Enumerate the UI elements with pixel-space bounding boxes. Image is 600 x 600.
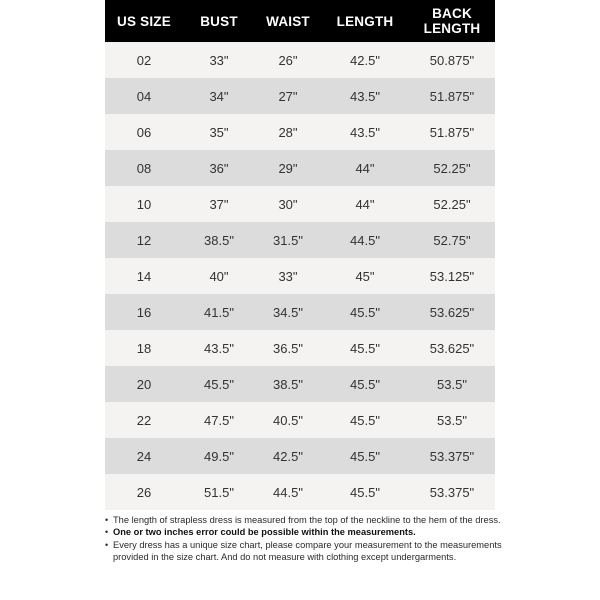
cell-bust: 41.5" (204, 304, 234, 320)
header-row (105, 0, 495, 42)
cell-us-size: 26 (136, 484, 152, 500)
cell-bust: 47.5" (204, 412, 234, 428)
cell-back-length: 52.25" (433, 196, 471, 212)
cell-waist: 29" (278, 160, 298, 176)
cell-waist: 36.5" (273, 340, 303, 356)
cell-waist: 28" (278, 124, 298, 140)
table-row (105, 402, 495, 438)
note-item (105, 514, 503, 526)
header-back-length (409, 0, 495, 42)
table-row (105, 438, 495, 474)
cell-us-size: 14 (136, 268, 152, 284)
cell-bust: 36" (209, 160, 229, 176)
cell-bust: 38.5" (204, 232, 234, 248)
table-row (105, 258, 495, 294)
cell-us-size: 10 (136, 196, 152, 212)
cell-waist: 30" (278, 196, 298, 212)
cell-bust: 51.5" (204, 484, 234, 500)
table-body (105, 42, 495, 510)
cell-back-length: 53.375" (429, 448, 475, 464)
table-row (105, 150, 495, 186)
cell-back-length: 51.875" (429, 124, 475, 140)
cell-waist: 31.5" (273, 232, 303, 248)
cell-waist: 26" (278, 52, 298, 68)
cell-back-length: 53.125" (429, 268, 475, 284)
cell-back-length: 53.625" (429, 340, 475, 356)
note-item (105, 539, 503, 564)
cell-back-length: 52.75" (433, 232, 471, 248)
table-header (105, 0, 495, 42)
cell-length: 45.5" (350, 376, 380, 392)
cell-length: 44" (355, 160, 375, 176)
cell-back-length: 53.5" (437, 376, 467, 392)
bullet-icon: • (105, 515, 109, 525)
cell-us-size: 16 (136, 304, 152, 320)
bullet-icon: • (105, 539, 109, 550)
table-row (105, 186, 495, 222)
cell-waist: 27" (278, 88, 298, 104)
cell-length: 43.5" (350, 88, 380, 104)
table-row (105, 330, 495, 366)
cell-length: 45.5" (350, 412, 380, 428)
header-bust: BUST (200, 13, 238, 29)
cell-bust: 40" (209, 268, 229, 284)
notes-section (105, 514, 503, 563)
note-measurement-error: One or two inches error could be possible within the measurements. (113, 527, 416, 538)
cell-us-size: 08 (136, 160, 152, 176)
cell-bust: 37" (209, 196, 229, 212)
cell-length: 44" (355, 196, 375, 212)
cell-us-size: 02 (136, 52, 152, 68)
cell-us-size: 18 (136, 340, 152, 356)
cell-us-size: 06 (136, 124, 152, 140)
header-back-length-line2: LENGTH (423, 21, 481, 36)
cell-length: 45.5" (350, 304, 380, 320)
header-back-length-line1: BACK (432, 6, 472, 21)
cell-us-size: 20 (136, 376, 152, 392)
cell-back-length: 53.375" (429, 484, 475, 500)
cell-back-length: 53.5" (437, 412, 467, 428)
cell-length: 45.5" (350, 340, 380, 356)
cell-waist: 44.5" (273, 484, 303, 500)
header-length: LENGTH (336, 13, 394, 29)
header-us-size: US SIZE (117, 13, 171, 29)
table-row (105, 78, 495, 114)
table-row (105, 42, 495, 78)
cell-length: 43.5" (350, 124, 380, 140)
cell-waist: 42.5" (273, 448, 303, 464)
cell-bust: 49.5" (204, 448, 234, 464)
table-row (105, 114, 495, 150)
cell-us-size: 12 (136, 232, 152, 248)
cell-us-size: 22 (136, 412, 152, 428)
table-row (105, 222, 495, 258)
cell-bust: 34" (209, 88, 229, 104)
cell-bust: 43.5" (204, 340, 234, 356)
cell-length: 45.5" (350, 484, 380, 500)
cell-bust: 33" (209, 52, 229, 68)
note-item (105, 526, 503, 538)
cell-waist: 34.5" (273, 304, 303, 320)
cell-back-length: 53.625" (429, 304, 475, 320)
table-row (105, 474, 495, 510)
cell-us-size: 24 (136, 448, 152, 464)
cell-length: 45.5" (350, 448, 380, 464)
table-row (105, 366, 495, 402)
size-chart-table (105, 0, 495, 510)
cell-us-size: 04 (136, 88, 152, 104)
cell-bust: 35" (209, 124, 229, 140)
cell-back-length: 51.875" (429, 88, 475, 104)
header-waist: WAIST (266, 13, 310, 29)
cell-back-length: 52.25" (433, 160, 471, 176)
note-unique-size-chart: Every dress has a unique size chart, please compare your measurement to the measurements provided in the size chart. And do not measure with clothing except undergarments. (113, 539, 502, 562)
cell-bust: 45.5" (204, 376, 234, 392)
cell-waist: 40.5" (273, 412, 303, 428)
table-row (105, 294, 495, 330)
cell-length: 42.5" (350, 52, 380, 68)
bullet-icon: • (105, 527, 109, 538)
cell-back-length: 50.875" (429, 52, 475, 68)
note-strapless-length: The length of strapless dress is measured from the top of the neckline to the hem of the dress. (113, 515, 501, 525)
cell-length: 45" (355, 268, 375, 284)
cell-waist: 38.5" (273, 376, 303, 392)
cell-length: 44.5" (350, 232, 380, 248)
cell-waist: 33" (278, 268, 298, 284)
